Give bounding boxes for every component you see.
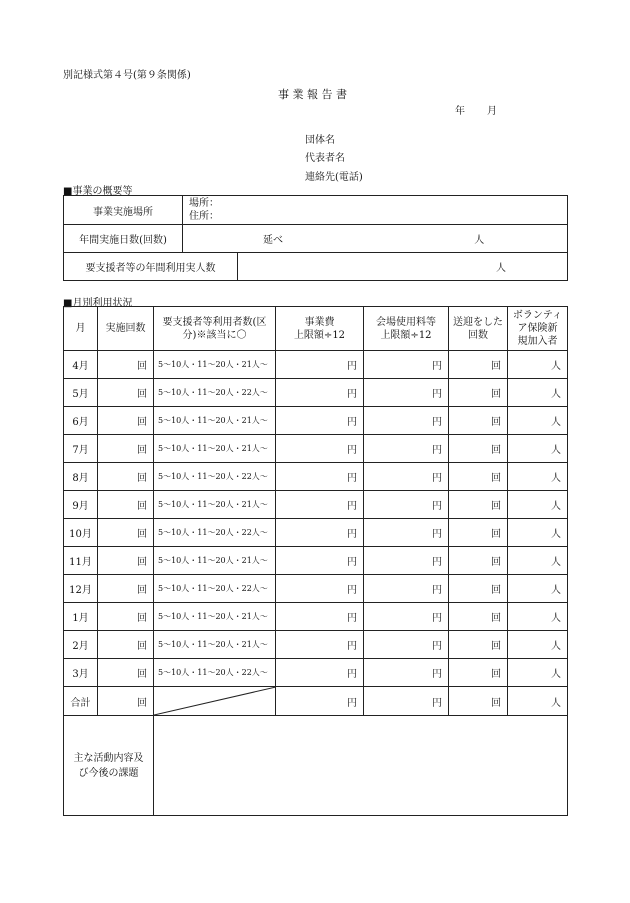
venue-unit: 円: [364, 631, 449, 659]
venue-unit: 円: [364, 351, 449, 379]
cost-unit: 円: [276, 603, 364, 631]
transport-unit: 回: [449, 519, 508, 547]
monthly-section-title: ■月別利用状況: [63, 298, 133, 309]
month-cell: 4月: [64, 351, 98, 379]
table-row: [64, 631, 568, 659]
count-unit: 回: [98, 435, 154, 463]
activity-content[interactable]: [154, 716, 568, 816]
users-range: 5〜10人・11〜20人・21人〜: [154, 351, 276, 379]
users-range: 5〜10人・11〜20人・22人〜: [154, 463, 276, 491]
transport-header-line1: 送迎をした: [453, 316, 503, 328]
users-header-line2: 分)※該当に〇: [182, 329, 247, 341]
count-unit: 回: [98, 519, 154, 547]
users-range: 5〜10人・11〜20人・22人〜: [154, 519, 276, 547]
volunteer-header: [508, 307, 568, 351]
transport-header-line2: 回数: [468, 329, 488, 341]
total-label: 合計: [64, 687, 98, 716]
volunteer-unit: 人: [508, 547, 568, 575]
month-cell: 11月: [64, 547, 98, 575]
transport-unit: 回: [449, 547, 508, 575]
volunteer-unit: 人: [508, 435, 568, 463]
transport-unit: 回: [449, 463, 508, 491]
transport-unit: 回: [449, 659, 508, 687]
volunteer-header-line1: ボランティ: [512, 310, 563, 321]
table-row: [64, 435, 568, 463]
venue-unit: 円: [364, 603, 449, 631]
activity-label-line2: び今後の課題: [78, 767, 139, 779]
cost-unit: 円: [276, 519, 364, 547]
document-title: 事 業 報 告 書: [278, 88, 347, 101]
overview-section-title: ■事業の概要等: [63, 186, 133, 197]
users-range: 5〜10人・11〜20人・22人〜: [154, 659, 276, 687]
month-cell: 1月: [64, 603, 98, 631]
month-cell: 6月: [64, 407, 98, 435]
transport-unit: 回: [449, 603, 508, 631]
venue-unit: 円: [364, 379, 449, 407]
activity-label: [64, 716, 154, 816]
venue-unit: 円: [364, 519, 449, 547]
days-label: 年間実施日数(回数): [64, 225, 183, 253]
activity-row: [64, 716, 568, 816]
users-header-line1: 要支援者等利用者数(区: [162, 316, 267, 328]
cost-header: [276, 307, 364, 351]
transport-unit: 回: [449, 575, 508, 603]
annual-users-cell: [238, 253, 568, 281]
month-cell: 9月: [64, 491, 98, 519]
volunteer-unit: 人: [508, 603, 568, 631]
total-transport-unit: 回: [449, 687, 508, 716]
monthly-table: [63, 306, 568, 816]
users-range: 5〜10人・11〜20人・21人〜: [154, 547, 276, 575]
table-row: [64, 351, 568, 379]
volunteer-header-line3: 規加入者: [517, 336, 558, 347]
total-label: 延べ: [263, 235, 283, 246]
count-unit: 回: [98, 463, 154, 491]
place-cell: [183, 196, 568, 225]
table-row: [64, 659, 568, 687]
volunteer-unit: 人: [508, 351, 568, 379]
year-label: 年: [455, 106, 465, 117]
count-unit: 回: [98, 659, 154, 687]
transport-header: [449, 307, 508, 351]
users-range: 5〜10人・11〜20人・21人〜: [154, 407, 276, 435]
users-range: 5〜10人・11〜20人・21人〜: [154, 631, 276, 659]
annual-users-label: 要支援者等の年間利用実人数: [64, 253, 238, 281]
transport-unit: 回: [449, 379, 508, 407]
table-row: [64, 603, 568, 631]
venue-unit: 円: [364, 575, 449, 603]
volunteer-unit: 人: [508, 575, 568, 603]
users-range: 5〜10人・11〜20人・21人〜: [154, 603, 276, 631]
table-row: [64, 547, 568, 575]
volunteer-unit: 人: [508, 631, 568, 659]
cost-unit: 円: [276, 659, 364, 687]
users-range: 5〜10人・11〜20人・22人〜: [154, 575, 276, 603]
cost-unit: 円: [276, 575, 364, 603]
table-row: [64, 379, 568, 407]
table-row: [64, 407, 568, 435]
cost-unit: 円: [276, 407, 364, 435]
month-cell: 2月: [64, 631, 98, 659]
month-cell: 10月: [64, 519, 98, 547]
count-unit: 回: [98, 491, 154, 519]
venue-unit: 円: [364, 407, 449, 435]
venue-unit: 円: [364, 435, 449, 463]
users-range: 5〜10人・11〜20人・21人〜: [154, 435, 276, 463]
count-unit: 回: [98, 379, 154, 407]
count-unit: 回: [98, 603, 154, 631]
activity-label-line1: 主な活動内容及: [73, 752, 144, 764]
annual-users-unit: 人: [496, 263, 506, 274]
cost-header-line2: 上限額÷12: [293, 329, 346, 341]
table-row: [64, 575, 568, 603]
users-header: [154, 307, 276, 351]
days-cell: [183, 225, 568, 253]
cost-unit: 円: [276, 631, 364, 659]
transport-unit: 回: [449, 491, 508, 519]
venue-header: [364, 307, 449, 351]
monthly-header-row: [64, 307, 568, 351]
table-row: [64, 519, 568, 547]
monthly-rows: [64, 351, 568, 687]
contact-label: 連絡先(電話): [305, 172, 363, 183]
transport-unit: 回: [449, 407, 508, 435]
count-unit: 回: [98, 631, 154, 659]
address-label: 住所：: [189, 211, 219, 222]
transport-unit: 回: [449, 351, 508, 379]
volunteer-unit: 人: [508, 407, 568, 435]
total-range-cell: [154, 687, 276, 716]
cost-header-line1: 事業費: [304, 316, 335, 328]
table-row: [64, 463, 568, 491]
cost-unit: 円: [276, 351, 364, 379]
users-range: 5〜10人・11〜20人・21人〜: [154, 491, 276, 519]
cost-unit: 円: [276, 547, 364, 575]
total-cost-unit: 円: [276, 687, 364, 716]
count-unit: 回: [98, 351, 154, 379]
volunteer-unit: 人: [508, 379, 568, 407]
month-header: 月: [64, 307, 98, 351]
volunteer-unit: 人: [508, 519, 568, 547]
cost-unit: 円: [276, 435, 364, 463]
transport-unit: 回: [449, 435, 508, 463]
count-unit: 回: [98, 547, 154, 575]
total-volunteer-unit: 人: [508, 687, 568, 716]
total-count-unit: 回: [98, 687, 154, 716]
transport-unit: 回: [449, 631, 508, 659]
month-cell: 5月: [64, 379, 98, 407]
cost-unit: 円: [276, 491, 364, 519]
days-person-unit: 人: [474, 235, 485, 246]
month-cell: 7月: [64, 435, 98, 463]
venue-header-line1: 会場使用料等: [376, 316, 436, 328]
volunteer-unit: 人: [508, 491, 568, 519]
venue-unit: 円: [364, 463, 449, 491]
venue-unit: 円: [364, 547, 449, 575]
org-name-label: 団体名: [305, 135, 335, 146]
cost-unit: 円: [276, 463, 364, 491]
table-row: [64, 491, 568, 519]
total-row: [64, 687, 568, 716]
volunteer-header-line2: ア保険新: [517, 323, 558, 334]
venue-unit: 円: [364, 491, 449, 519]
count-header: 実施回数: [98, 307, 154, 351]
total-venue-unit: 円: [364, 687, 449, 716]
cost-unit: 円: [276, 379, 364, 407]
count-unit: 回: [98, 575, 154, 603]
form-number: 別記様式第４号(第９条関係): [63, 70, 191, 81]
month-label: 月: [487, 106, 497, 117]
users-range: 5〜10人・11〜20人・22人〜: [154, 379, 276, 407]
month-cell: 12月: [64, 575, 98, 603]
location-label: 場所：: [189, 198, 219, 209]
volunteer-unit: 人: [508, 463, 568, 491]
month-cell: 8月: [64, 463, 98, 491]
venue-header-line2: 上限額÷12: [380, 329, 432, 341]
venue-unit: 円: [364, 659, 449, 687]
count-unit: 回: [98, 407, 154, 435]
overview-table: [63, 195, 568, 281]
volunteer-unit: 人: [508, 659, 568, 687]
place-label: 事業実施場所: [64, 196, 183, 225]
month-cell: 3月: [64, 659, 98, 687]
representative-label: 代表者名: [305, 153, 345, 164]
diagonal-slash: [154, 687, 276, 715]
